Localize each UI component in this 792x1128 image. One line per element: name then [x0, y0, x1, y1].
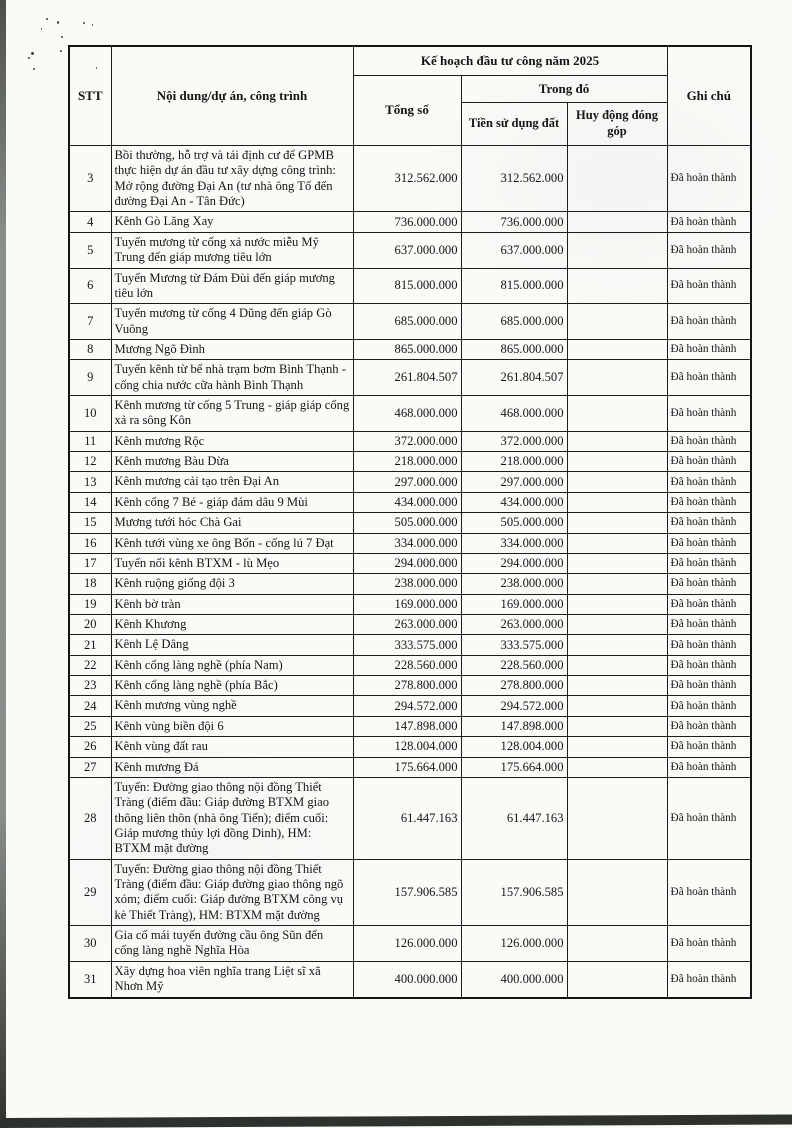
- table-row: [69, 232, 751, 268]
- header-content: Nội dung/dự án, công trình: [111, 46, 353, 146]
- row-total: 434.000.000: [353, 492, 461, 512]
- row-note: Đã hoàn thành: [667, 396, 751, 432]
- row-land-use: 468.000.000: [461, 396, 567, 432]
- row-contribution: [567, 696, 667, 716]
- row-stt: 21: [69, 635, 111, 655]
- row-contribution: [567, 926, 667, 962]
- row-stt: 10: [69, 396, 111, 432]
- row-total: 505.000.000: [353, 513, 461, 533]
- row-stt: 12: [69, 452, 111, 472]
- row-total: 263.000.000: [353, 614, 461, 634]
- row-contribution: [567, 431, 667, 451]
- row-land-use: 685.000.000: [461, 304, 567, 340]
- row-contribution: [567, 574, 667, 594]
- row-note: Đã hoàn thành: [667, 339, 751, 359]
- row-content: Tuyến mương từ cống xả nước miễu Mỹ Trung đến giáp mương tiêu lớn: [111, 232, 353, 268]
- header-contribution: Huy động đóng góp: [567, 103, 667, 146]
- row-content: Kênh Lệ Dâng: [111, 635, 353, 655]
- row-contribution: [567, 396, 667, 432]
- table-row: [69, 268, 751, 304]
- row-contribution: [567, 676, 667, 696]
- table-row: [69, 961, 751, 997]
- row-content: Mương Ngõ Đình: [111, 339, 353, 359]
- row-contribution: [567, 472, 667, 492]
- row-land-use: 228.560.000: [461, 655, 567, 675]
- row-total: 865.000.000: [353, 339, 461, 359]
- investment-plan-table: [68, 45, 752, 999]
- header-in-which: Trong đó: [461, 76, 667, 103]
- row-note: Đã hoàn thành: [667, 268, 751, 304]
- table-row: [69, 431, 751, 451]
- row-stt: 24: [69, 696, 111, 716]
- row-content: Kênh mương Bàu Dừa: [111, 452, 353, 472]
- row-land-use: 218.000.000: [461, 452, 567, 472]
- row-contribution: [567, 614, 667, 634]
- row-content: Tuyến Mương từ Đám Đùi đến giáp mương tiêu lớn: [111, 268, 353, 304]
- row-note: Đã hoàn thành: [667, 431, 751, 451]
- header-land-use: Tiền sử dụng đất: [461, 103, 567, 146]
- row-contribution: [567, 594, 667, 614]
- row-content: Kênh mương vùng nghề: [111, 696, 353, 716]
- row-land-use: 128.004.000: [461, 737, 567, 757]
- row-contribution: [567, 757, 667, 777]
- row-content: Kênh Khương: [111, 614, 353, 634]
- row-contribution: [567, 360, 667, 396]
- row-note: Đã hoàn thành: [667, 614, 751, 634]
- row-land-use: 736.000.000: [461, 212, 567, 232]
- row-stt: 15: [69, 513, 111, 533]
- row-content: Bồi thường, hỗ trợ và tái định cư để GPMB thực hiện dự án đầu tư xây dựng công trình: Mở rộng đường Đại An (tư nhà ông Tố đến đường Đại An - Tân Đức): [111, 146, 353, 212]
- row-content: Kênh mương cải tạo trên Đại An: [111, 472, 353, 492]
- row-contribution: [567, 655, 667, 675]
- row-contribution: [567, 716, 667, 736]
- row-land-use: 157.906.585: [461, 859, 567, 925]
- row-contribution: [567, 232, 667, 268]
- row-total: 400.000.000: [353, 961, 461, 997]
- row-total: 685.000.000: [353, 304, 461, 340]
- row-stt: 27: [69, 757, 111, 777]
- table-row: [69, 757, 751, 777]
- row-contribution: [567, 859, 667, 925]
- row-stt: 6: [69, 268, 111, 304]
- row-stt: 5: [69, 232, 111, 268]
- row-content: Kênh tưới vùng xe ông Bốn - cống lú 7 Đạt: [111, 533, 353, 553]
- row-total: 312.562.000: [353, 146, 461, 212]
- row-content: Kênh vùng biền đội 6: [111, 716, 353, 736]
- row-land-use: 147.898.000: [461, 716, 567, 736]
- row-total: 334.000.000: [353, 533, 461, 553]
- row-note: Đã hoàn thành: [667, 472, 751, 492]
- row-land-use: 126.000.000: [461, 926, 567, 962]
- table-row: [69, 492, 751, 512]
- row-content: Tuyến: Đường giao thông nội đồng Thiết Tràng (điểm đầu: Giáp đường giao thông ngõ xóm; điểm cuối: Giáp đường BTXM công vụ kè Thiết Tràng), HM: BTXM mặt đường: [111, 859, 353, 925]
- row-content: Kênh mương từ cống 5 Trung - giáp giáp cống xả ra sông Kôn: [111, 396, 353, 432]
- row-land-use: 294.572.000: [461, 696, 567, 716]
- row-stt: 19: [69, 594, 111, 614]
- row-contribution: [567, 304, 667, 340]
- row-total: 372.000.000: [353, 431, 461, 451]
- row-note: Đã hoàn thành: [667, 492, 751, 512]
- row-note: Đã hoàn thành: [667, 553, 751, 573]
- row-land-use: 261.804.507: [461, 360, 567, 396]
- row-total: 736.000.000: [353, 212, 461, 232]
- row-total: 297.000.000: [353, 472, 461, 492]
- row-stt: 28: [69, 777, 111, 859]
- row-land-use: 372.000.000: [461, 431, 567, 451]
- row-contribution: [567, 737, 667, 757]
- row-contribution: [567, 513, 667, 533]
- row-land-use: 333.575.000: [461, 635, 567, 655]
- row-note: Đã hoàn thành: [667, 452, 751, 472]
- table-row: [69, 533, 751, 553]
- row-total: 468.000.000: [353, 396, 461, 432]
- table-row: [69, 146, 751, 212]
- row-stt: 3: [69, 146, 111, 212]
- row-total: 128.004.000: [353, 737, 461, 757]
- row-content: Mương tưới hóc Chà Gai: [111, 513, 353, 533]
- row-total: 157.906.585: [353, 859, 461, 925]
- row-stt: 8: [69, 339, 111, 359]
- row-stt: 23: [69, 676, 111, 696]
- row-total: 218.000.000: [353, 452, 461, 472]
- table-row: [69, 339, 751, 359]
- table-row: [69, 737, 751, 757]
- row-stt: 14: [69, 492, 111, 512]
- row-contribution: [567, 146, 667, 212]
- header-note: Ghi chú: [667, 46, 751, 146]
- scanner-edge-bottom: [0, 1115, 792, 1128]
- row-contribution: [567, 268, 667, 304]
- row-stt: 25: [69, 716, 111, 736]
- table-row: [69, 594, 751, 614]
- row-contribution: [567, 635, 667, 655]
- row-contribution: [567, 452, 667, 472]
- row-content: Kênh mương Rộc: [111, 431, 353, 451]
- row-contribution: [567, 212, 667, 232]
- row-land-use: 815.000.000: [461, 268, 567, 304]
- row-stt: 18: [69, 574, 111, 594]
- table-row: [69, 716, 751, 736]
- row-stt: 20: [69, 614, 111, 634]
- row-note: Đã hoàn thành: [667, 696, 751, 716]
- table-row: [69, 676, 751, 696]
- row-content: Xây dựng hoa viên nghĩa trang Liệt sĩ xã Nhơn Mỹ: [111, 961, 353, 997]
- table-row: [69, 212, 751, 232]
- row-stt: 7: [69, 304, 111, 340]
- row-total: 169.000.000: [353, 594, 461, 614]
- row-note: Đã hoàn thành: [667, 146, 751, 212]
- row-land-use: 334.000.000: [461, 533, 567, 553]
- table-row: [69, 553, 751, 573]
- table-row: [69, 859, 751, 925]
- row-note: Đã hoàn thành: [667, 961, 751, 997]
- table-row: [69, 452, 751, 472]
- row-total: 126.000.000: [353, 926, 461, 962]
- row-total: 294.000.000: [353, 553, 461, 573]
- row-total: 61.447.163: [353, 777, 461, 859]
- row-total: 147.898.000: [353, 716, 461, 736]
- row-note: Đã hoàn thành: [667, 859, 751, 925]
- scanner-edge-left: [0, 0, 6, 1128]
- row-note: Đã hoàn thành: [667, 655, 751, 675]
- row-content: Kênh bờ tràn: [111, 594, 353, 614]
- table-row: [69, 472, 751, 492]
- row-stt: 26: [69, 737, 111, 757]
- row-note: Đã hoàn thành: [667, 676, 751, 696]
- row-land-use: 312.562.000: [461, 146, 567, 212]
- row-note: Đã hoàn thành: [667, 635, 751, 655]
- row-contribution: [567, 961, 667, 997]
- table-row: [69, 777, 751, 859]
- row-content: Kênh vùng đất rau: [111, 737, 353, 757]
- row-stt: 17: [69, 553, 111, 573]
- row-total: 637.000.000: [353, 232, 461, 268]
- table-body: [69, 146, 751, 998]
- row-land-use: 61.447.163: [461, 777, 567, 859]
- row-land-use: 865.000.000: [461, 339, 567, 359]
- row-land-use: 400.000.000: [461, 961, 567, 997]
- row-note: Đã hoàn thành: [667, 360, 751, 396]
- row-land-use: 175.664.000: [461, 757, 567, 777]
- row-total: 175.664.000: [353, 757, 461, 777]
- row-total: 261.804.507: [353, 360, 461, 396]
- row-stt: 29: [69, 859, 111, 925]
- row-land-use: 169.000.000: [461, 594, 567, 614]
- row-total: 294.572.000: [353, 696, 461, 716]
- row-content: Kênh cổng làng nghề (phía Bắc): [111, 676, 353, 696]
- table-row: [69, 304, 751, 340]
- table-row: [69, 574, 751, 594]
- row-note: Đã hoàn thành: [667, 926, 751, 962]
- table-row: [69, 513, 751, 533]
- row-content: Kênh cổng làng nghề (phía Nam): [111, 655, 353, 675]
- row-content: Tuyến nối kênh BTXM - lù Mẹo: [111, 553, 353, 573]
- row-note: Đã hoàn thành: [667, 533, 751, 553]
- row-stt: 31: [69, 961, 111, 997]
- row-content: Tuyến mương từ cống 4 Dũng đến giáp Gò Vuông: [111, 304, 353, 340]
- row-note: Đã hoàn thành: [667, 513, 751, 533]
- row-note: Đã hoàn thành: [667, 737, 751, 757]
- row-stt: 16: [69, 533, 111, 553]
- row-land-use: 505.000.000: [461, 513, 567, 533]
- row-land-use: 637.000.000: [461, 232, 567, 268]
- row-land-use: 297.000.000: [461, 472, 567, 492]
- row-contribution: [567, 339, 667, 359]
- row-contribution: [567, 492, 667, 512]
- row-stt: 30: [69, 926, 111, 962]
- row-note: Đã hoàn thành: [667, 716, 751, 736]
- row-contribution: [567, 777, 667, 859]
- table-row: [69, 655, 751, 675]
- row-land-use: 294.000.000: [461, 553, 567, 573]
- row-total: 815.000.000: [353, 268, 461, 304]
- header-plan-group: Kế hoạch đầu tư công năm 2025: [353, 46, 667, 76]
- row-land-use: 263.000.000: [461, 614, 567, 634]
- table-row: [69, 635, 751, 655]
- row-contribution: [567, 533, 667, 553]
- table-row: [69, 926, 751, 962]
- row-total: 238.000.000: [353, 574, 461, 594]
- row-land-use: 278.800.000: [461, 676, 567, 696]
- row-note: Đã hoàn thành: [667, 574, 751, 594]
- row-content: Tuyến: Đường giao thông nội đồng Thiết Tràng (điểm đầu: Giáp đường BTXM giao thông liên thôn (nhà ông Tiến); điểm cuối: Giáp mương thủy lợi đồng Dinh), HM: BTXM mặt đường: [111, 777, 353, 859]
- table-row: [69, 696, 751, 716]
- header-total: Tổng số: [353, 76, 461, 146]
- row-content: Gia cố mái tuyến đường cầu ông Sũn đến cống làng nghề Nghĩa Hòa: [111, 926, 353, 962]
- header-stt: STT: [69, 46, 111, 146]
- row-total: 333.575.000: [353, 635, 461, 655]
- row-note: Đã hoàn thành: [667, 757, 751, 777]
- row-note: Đã hoàn thành: [667, 777, 751, 859]
- row-content: Kênh Gò Lăng Xay: [111, 212, 353, 232]
- table-row: [69, 614, 751, 634]
- row-contribution: [567, 553, 667, 573]
- row-stt: 13: [69, 472, 111, 492]
- row-land-use: 238.000.000: [461, 574, 567, 594]
- row-stt: 4: [69, 212, 111, 232]
- row-content: Tuyến kênh từ bể nhà trạm bơm Bình Thạnh - cống chia nước cữa hành Bình Thạnh: [111, 360, 353, 396]
- row-content: Kênh mương Đá: [111, 757, 353, 777]
- row-total: 228.560.000: [353, 655, 461, 675]
- row-stt: 9: [69, 360, 111, 396]
- row-total: 278.800.000: [353, 676, 461, 696]
- row-note: Đã hoàn thành: [667, 594, 751, 614]
- table-row: [69, 360, 751, 396]
- row-note: Đã hoàn thành: [667, 212, 751, 232]
- row-note: Đã hoàn thành: [667, 232, 751, 268]
- row-content: Kênh ruộng giống đội 3: [111, 574, 353, 594]
- row-stt: 22: [69, 655, 111, 675]
- row-stt: 11: [69, 431, 111, 451]
- table-row: [69, 396, 751, 432]
- row-content: Kênh cống 7 Bé - giáp đám dâu 9 Mùi: [111, 492, 353, 512]
- row-note: Đã hoàn thành: [667, 304, 751, 340]
- row-land-use: 434.000.000: [461, 492, 567, 512]
